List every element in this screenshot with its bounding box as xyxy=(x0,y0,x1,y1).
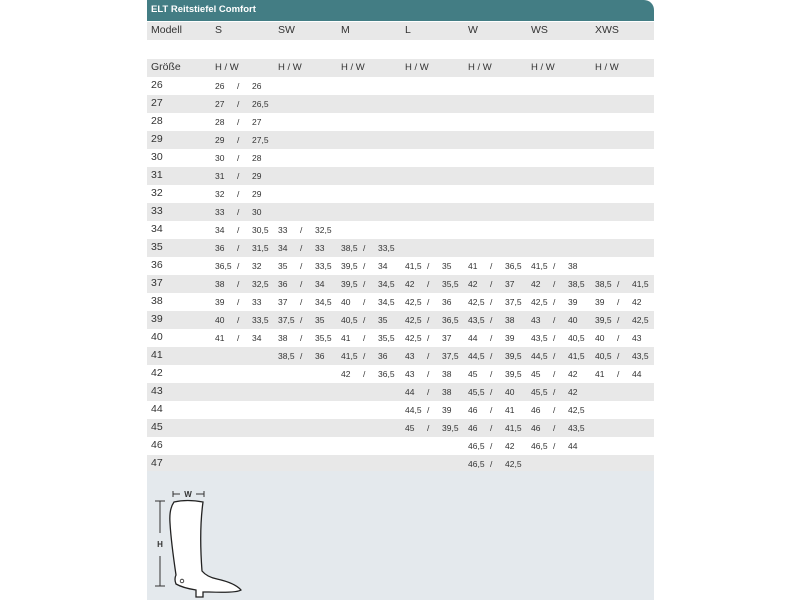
separator: / xyxy=(553,297,556,307)
height-value: 46 xyxy=(468,423,478,433)
height-value: 39,5 xyxy=(341,279,358,289)
width-value: 28 xyxy=(252,153,262,163)
separator: / xyxy=(427,261,430,271)
width-value: 34,5 xyxy=(315,297,332,307)
height-value: 38,5 xyxy=(595,279,612,289)
separator: / xyxy=(490,315,493,325)
height-value: 40,5 xyxy=(595,351,612,361)
width-value: 39,5 xyxy=(505,369,522,379)
riding-boot-icon xyxy=(147,471,267,600)
separator: / xyxy=(237,171,240,181)
width-value: 42 xyxy=(568,369,578,379)
height-value: 33 xyxy=(215,207,225,217)
separator: / xyxy=(617,279,620,289)
model-w: W xyxy=(468,24,478,36)
width-value: 35 xyxy=(378,315,388,325)
separator: / xyxy=(300,261,303,271)
hw-label: H / W xyxy=(341,62,365,73)
separator: / xyxy=(363,261,366,271)
width-value: 39 xyxy=(568,297,578,307)
height-value: 37,5 xyxy=(278,315,295,325)
separator: / xyxy=(553,261,556,271)
height-value: 35 xyxy=(278,261,288,271)
height-value: 45 xyxy=(405,423,415,433)
separator: / xyxy=(617,315,620,325)
size-value: 36 xyxy=(151,259,163,271)
separator: / xyxy=(363,333,366,343)
separator: / xyxy=(427,297,430,307)
separator: / xyxy=(427,369,430,379)
height-value: 40 xyxy=(341,297,351,307)
size-value: 47 xyxy=(151,457,163,469)
size-value: 26 xyxy=(151,79,163,91)
height-value: 40 xyxy=(215,315,225,325)
size-chart xyxy=(147,0,654,600)
separator: / xyxy=(363,243,366,253)
height-value: 45 xyxy=(531,369,541,379)
height-value: 45,5 xyxy=(468,387,485,397)
height-value: 46 xyxy=(531,423,541,433)
separator: / xyxy=(237,297,240,307)
width-value: 33,5 xyxy=(252,315,269,325)
separator: / xyxy=(363,297,366,307)
height-value: 42 xyxy=(531,279,541,289)
separator: / xyxy=(363,351,366,361)
separator: / xyxy=(237,279,240,289)
height-value: 41 xyxy=(341,333,351,343)
separator: / xyxy=(427,387,430,397)
width-value: 42,5 xyxy=(568,405,585,415)
boot-illustration-panel xyxy=(147,471,654,600)
model-sw: SW xyxy=(278,24,295,36)
separator: / xyxy=(553,405,556,415)
separator: / xyxy=(490,441,493,451)
table-row xyxy=(147,203,654,221)
height-value: 28 xyxy=(215,117,225,127)
separator: / xyxy=(300,351,303,361)
width-value: 36,5 xyxy=(442,315,459,325)
height-value: 34 xyxy=(278,243,288,253)
separator: / xyxy=(237,99,240,109)
hw-label: H / W xyxy=(215,62,239,73)
separator: / xyxy=(427,333,430,343)
width-value: 34 xyxy=(378,261,388,271)
width-value: 27 xyxy=(252,117,262,127)
separator: / xyxy=(490,261,493,271)
width-value: 36 xyxy=(442,297,452,307)
width-value: 38 xyxy=(568,261,578,271)
height-value: 40 xyxy=(595,333,605,343)
width-value: 26 xyxy=(252,81,262,91)
height-value: 43 xyxy=(531,315,541,325)
table-row xyxy=(147,167,654,185)
separator: / xyxy=(490,333,493,343)
table-row xyxy=(147,347,654,365)
height-value: 43,5 xyxy=(531,333,548,343)
hw-label: H / W xyxy=(405,62,429,73)
separator: / xyxy=(490,423,493,433)
size-value: 34 xyxy=(151,223,163,235)
size-value: 41 xyxy=(151,349,163,361)
height-value: 41,5 xyxy=(341,351,358,361)
width-value: 43,5 xyxy=(568,423,585,433)
width-value: 35,5 xyxy=(315,333,332,343)
size-value: 28 xyxy=(151,115,163,127)
width-value: 38 xyxy=(505,315,515,325)
separator: / xyxy=(553,387,556,397)
separator: / xyxy=(237,261,240,271)
size-value: 39 xyxy=(151,313,163,325)
separator: / xyxy=(553,279,556,289)
width-value: 38,5 xyxy=(568,279,585,289)
separator: / xyxy=(300,243,303,253)
table-row xyxy=(147,221,654,239)
model-l: L xyxy=(405,24,411,36)
height-value: 32 xyxy=(215,189,225,199)
size-header-row xyxy=(147,59,654,77)
width-value: 26,5 xyxy=(252,99,269,109)
height-value: 46 xyxy=(531,405,541,415)
width-value: 39 xyxy=(442,405,452,415)
model-xws: XWS xyxy=(595,24,619,36)
height-value: 46 xyxy=(468,405,478,415)
width-value: 29 xyxy=(252,189,262,199)
separator: / xyxy=(427,423,430,433)
width-value: 42 xyxy=(568,387,578,397)
width-value: 42,5 xyxy=(632,315,649,325)
separator: / xyxy=(553,333,556,343)
height-value: 31 xyxy=(215,171,225,181)
width-value: 40,5 xyxy=(568,333,585,343)
chart-title: ELT Reitstiefel Comfort xyxy=(151,4,256,15)
height-value: 44 xyxy=(468,333,478,343)
table-row xyxy=(147,329,654,347)
height-value: 46,5 xyxy=(468,441,485,451)
hw-label: H / W xyxy=(531,62,555,73)
width-value: 39,5 xyxy=(442,423,459,433)
separator: / xyxy=(300,279,303,289)
height-label: H xyxy=(157,540,163,549)
separator: / xyxy=(553,369,556,379)
height-value: 44,5 xyxy=(405,405,422,415)
separator: / xyxy=(490,279,493,289)
separator: / xyxy=(300,297,303,307)
width-value: 34 xyxy=(315,279,325,289)
separator: / xyxy=(553,441,556,451)
width-value: 41,5 xyxy=(505,423,522,433)
width-value: 34,5 xyxy=(378,279,395,289)
height-value: 30 xyxy=(215,153,225,163)
size-value: 38 xyxy=(151,295,163,307)
width-value: 42,5 xyxy=(505,459,522,469)
height-value: 36,5 xyxy=(215,261,232,271)
height-value: 38 xyxy=(278,333,288,343)
separator: / xyxy=(617,351,620,361)
separator: / xyxy=(237,225,240,235)
hw-label: H / W xyxy=(468,62,492,73)
separator: / xyxy=(363,279,366,289)
width-value: 37,5 xyxy=(442,351,459,361)
width-value: 30,5 xyxy=(252,225,269,235)
width-value: 34,5 xyxy=(378,297,395,307)
size-value: 46 xyxy=(151,439,163,451)
height-value: 42,5 xyxy=(405,333,422,343)
height-value: 42,5 xyxy=(405,297,422,307)
separator: / xyxy=(427,279,430,289)
separator: / xyxy=(617,333,620,343)
table-row xyxy=(147,149,654,167)
height-value: 36 xyxy=(278,279,288,289)
width-value: 32 xyxy=(252,261,262,271)
separator: / xyxy=(237,117,240,127)
width-value: 32,5 xyxy=(252,279,269,289)
height-value: 36 xyxy=(215,243,225,253)
width-value: 27,5 xyxy=(252,135,269,145)
width-value: 40 xyxy=(505,387,515,397)
height-value: 44 xyxy=(405,387,415,397)
width-value: 44 xyxy=(632,369,642,379)
table-row xyxy=(147,383,654,401)
height-value: 38,5 xyxy=(341,243,358,253)
separator: / xyxy=(237,333,240,343)
table-row xyxy=(147,257,654,275)
width-value: 37,5 xyxy=(505,297,522,307)
width-value: 33 xyxy=(252,297,262,307)
model-label: Modell xyxy=(151,24,182,36)
separator: / xyxy=(427,351,430,361)
width-value: 38 xyxy=(442,387,452,397)
height-value: 38,5 xyxy=(278,351,295,361)
separator: / xyxy=(300,333,303,343)
width-value: 30 xyxy=(252,207,262,217)
separator: / xyxy=(300,315,303,325)
width-value: 33 xyxy=(315,243,325,253)
height-value: 42,5 xyxy=(468,297,485,307)
height-value: 39 xyxy=(595,297,605,307)
height-value: 45 xyxy=(468,369,478,379)
separator: / xyxy=(237,189,240,199)
width-value: 32,5 xyxy=(315,225,332,235)
table-row xyxy=(147,365,654,383)
width-value: 35 xyxy=(315,315,325,325)
width-value: 35,5 xyxy=(378,333,395,343)
size-value: 33 xyxy=(151,205,163,217)
model-m: M xyxy=(341,24,350,36)
hw-label: H / W xyxy=(595,62,619,73)
separator: / xyxy=(237,207,240,217)
size-value: 43 xyxy=(151,385,163,397)
separator: / xyxy=(553,423,556,433)
separator: / xyxy=(237,153,240,163)
width-value: 33,5 xyxy=(315,261,332,271)
hw-label: H / W xyxy=(278,62,302,73)
height-value: 41 xyxy=(468,261,478,271)
separator: / xyxy=(617,297,620,307)
height-value: 39,5 xyxy=(595,315,612,325)
height-value: 43,5 xyxy=(468,315,485,325)
height-value: 34 xyxy=(215,225,225,235)
separator: / xyxy=(490,297,493,307)
height-value: 42,5 xyxy=(531,297,548,307)
height-value: 39 xyxy=(215,297,225,307)
size-value: 40 xyxy=(151,331,163,343)
width-value: 36 xyxy=(378,351,388,361)
table-row xyxy=(147,419,654,437)
separator: / xyxy=(490,369,493,379)
width-value: 44 xyxy=(568,441,578,451)
size-value: 27 xyxy=(151,97,163,109)
height-value: 44,5 xyxy=(531,351,548,361)
height-value: 43 xyxy=(405,369,415,379)
height-value: 27 xyxy=(215,99,225,109)
height-value: 41 xyxy=(595,369,605,379)
width-value: 41,5 xyxy=(568,351,585,361)
table-row xyxy=(147,95,654,113)
separator: / xyxy=(237,243,240,253)
width-value: 39,5 xyxy=(505,351,522,361)
table-row xyxy=(147,401,654,419)
size-value: 37 xyxy=(151,277,163,289)
separator: / xyxy=(490,459,493,469)
table-row xyxy=(147,77,654,95)
height-value: 26 xyxy=(215,81,225,91)
separator: / xyxy=(363,315,366,325)
size-value: 32 xyxy=(151,187,163,199)
width-value: 43 xyxy=(632,333,642,343)
height-value: 43 xyxy=(405,351,415,361)
separator: / xyxy=(237,135,240,145)
width-value: 33,5 xyxy=(378,243,395,253)
table-row xyxy=(147,275,654,293)
height-value: 42 xyxy=(405,279,415,289)
size-value: 30 xyxy=(151,151,163,163)
table-row xyxy=(147,293,654,311)
separator: / xyxy=(490,351,493,361)
separator: / xyxy=(237,81,240,91)
width-value: 37 xyxy=(442,333,452,343)
width-value: 29 xyxy=(252,171,262,181)
table-row xyxy=(147,437,654,455)
width-value: 41 xyxy=(505,405,515,415)
height-value: 42 xyxy=(468,279,478,289)
height-value: 45,5 xyxy=(531,387,548,397)
model-ws: WS xyxy=(531,24,548,36)
width-value: 36 xyxy=(315,351,325,361)
size-value: 45 xyxy=(151,421,163,433)
width-value: 38 xyxy=(442,369,452,379)
height-value: 42 xyxy=(341,369,351,379)
separator: / xyxy=(363,369,366,379)
width-value: 42 xyxy=(505,441,515,451)
width-value: 39 xyxy=(505,333,515,343)
width-value: 36,5 xyxy=(378,369,395,379)
table-row xyxy=(147,113,654,131)
table-row xyxy=(147,131,654,149)
height-value: 33 xyxy=(278,225,288,235)
model-s: S xyxy=(215,24,223,36)
table-row xyxy=(147,185,654,203)
width-value: 31,5 xyxy=(252,243,269,253)
width-value: 43,5 xyxy=(632,351,649,361)
height-value: 41 xyxy=(215,333,225,343)
separator: / xyxy=(490,387,493,397)
width-value: 41,5 xyxy=(632,279,649,289)
model-header-row xyxy=(147,22,654,40)
width-value: 36,5 xyxy=(505,261,522,271)
height-value: 46,5 xyxy=(468,459,485,469)
height-value: 41,5 xyxy=(405,261,422,271)
height-value: 38 xyxy=(215,279,225,289)
height-value: 40,5 xyxy=(341,315,358,325)
separator: / xyxy=(617,369,620,379)
height-value: 46,5 xyxy=(531,441,548,451)
width-value: 34 xyxy=(252,333,262,343)
size-value: 35 xyxy=(151,241,163,253)
height-value: 39,5 xyxy=(341,261,358,271)
separator: / xyxy=(300,225,303,235)
size-value: 42 xyxy=(151,367,163,379)
width-value: 42 xyxy=(632,297,642,307)
width-label: W xyxy=(184,490,192,499)
separator: / xyxy=(427,315,430,325)
size-value: 44 xyxy=(151,403,163,415)
height-value: 44,5 xyxy=(468,351,485,361)
height-value: 37 xyxy=(278,297,288,307)
height-value: 41,5 xyxy=(531,261,548,271)
separator: / xyxy=(553,351,556,361)
width-value: 35 xyxy=(442,261,452,271)
separator: / xyxy=(237,315,240,325)
width-value: 37 xyxy=(505,279,515,289)
width-value: 35,5 xyxy=(442,279,459,289)
height-value: 42,5 xyxy=(405,315,422,325)
size-value: 29 xyxy=(151,133,163,145)
height-value: 29 xyxy=(215,135,225,145)
table-row xyxy=(147,311,654,329)
table-row xyxy=(147,239,654,257)
separator: / xyxy=(427,405,430,415)
size-label: Größe xyxy=(151,61,181,73)
size-value: 31 xyxy=(151,169,163,181)
separator: / xyxy=(553,315,556,325)
width-value: 40 xyxy=(568,315,578,325)
title-bar xyxy=(147,0,654,21)
separator: / xyxy=(490,405,493,415)
